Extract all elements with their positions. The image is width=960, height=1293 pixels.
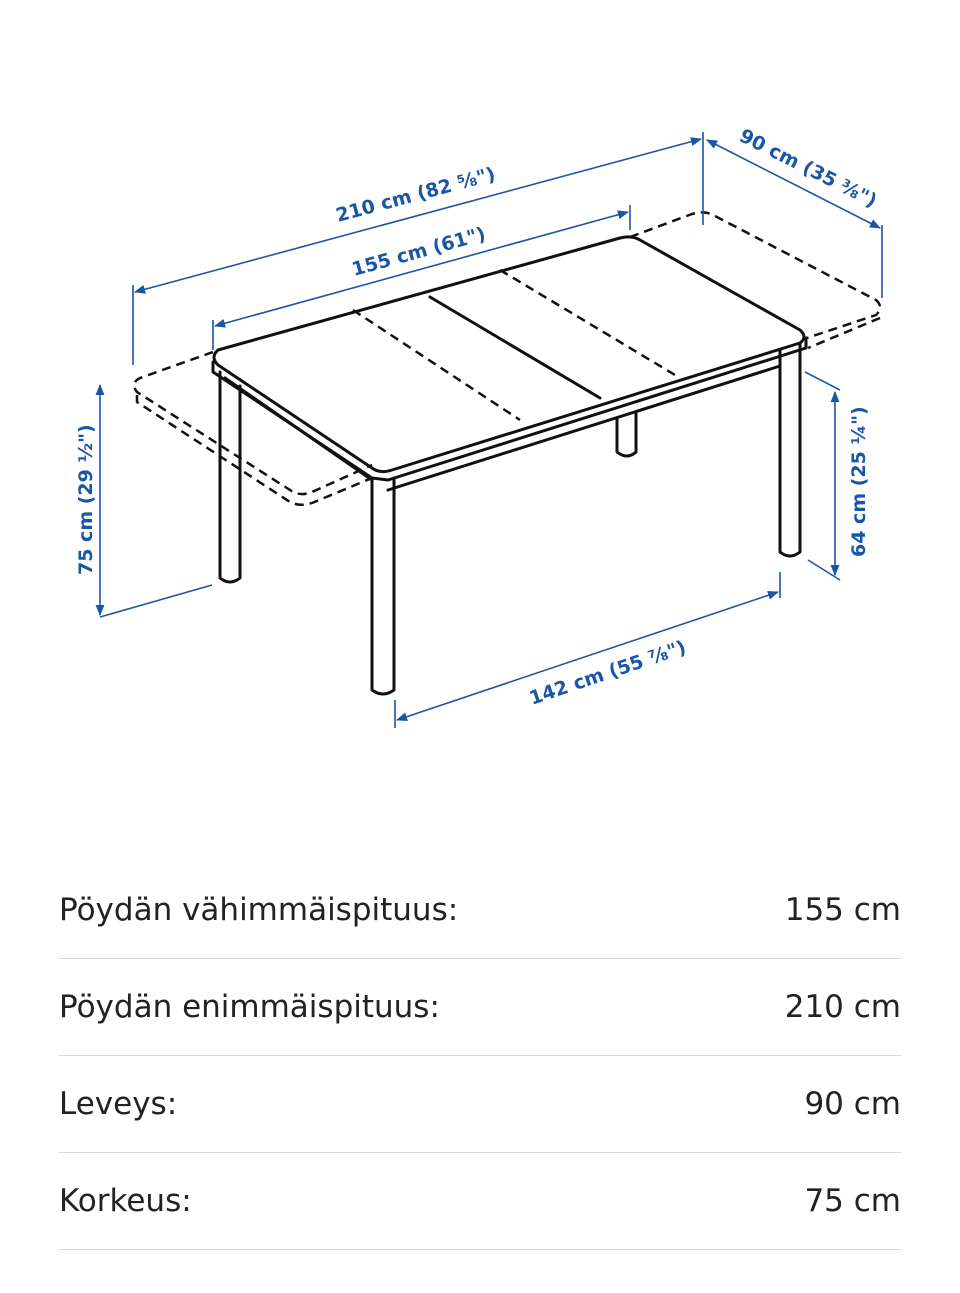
- height-label: 75 cm (29 ½"): [75, 424, 97, 575]
- width-label: 90 cm (35 ⅜"): [735, 124, 881, 213]
- dimension-lines: [100, 132, 882, 728]
- spec-label: Korkeus:: [59, 1183, 192, 1219]
- leg-height-label: 64 cm (25 ¼"): [848, 406, 870, 557]
- spec-label: Pöydän enimmäispituus:: [59, 989, 440, 1025]
- min-length-label: 155 cm (61"): [349, 223, 489, 281]
- spec-row-max-length: [59, 959, 901, 1056]
- spec-value: 210 cm: [784, 989, 901, 1025]
- spec-row-width: [59, 1056, 901, 1153]
- spec-row-min-length: [59, 862, 901, 959]
- table-legs: [220, 345, 800, 694]
- max-length-label: 210 cm (82 ⅝"): [333, 163, 498, 227]
- spec-label: Pöydän vähimmäispituus:: [59, 892, 459, 928]
- spec-value: 90 cm: [804, 1086, 901, 1122]
- spec-value: 75 cm: [804, 1183, 901, 1219]
- leg-span-label: 142 cm (55 ⅞"): [526, 636, 689, 710]
- spec-value: 155 cm: [784, 892, 901, 928]
- spec-row-height: [59, 1153, 901, 1250]
- spec-label: Leveys:: [59, 1086, 178, 1122]
- table-top: [213, 237, 806, 490]
